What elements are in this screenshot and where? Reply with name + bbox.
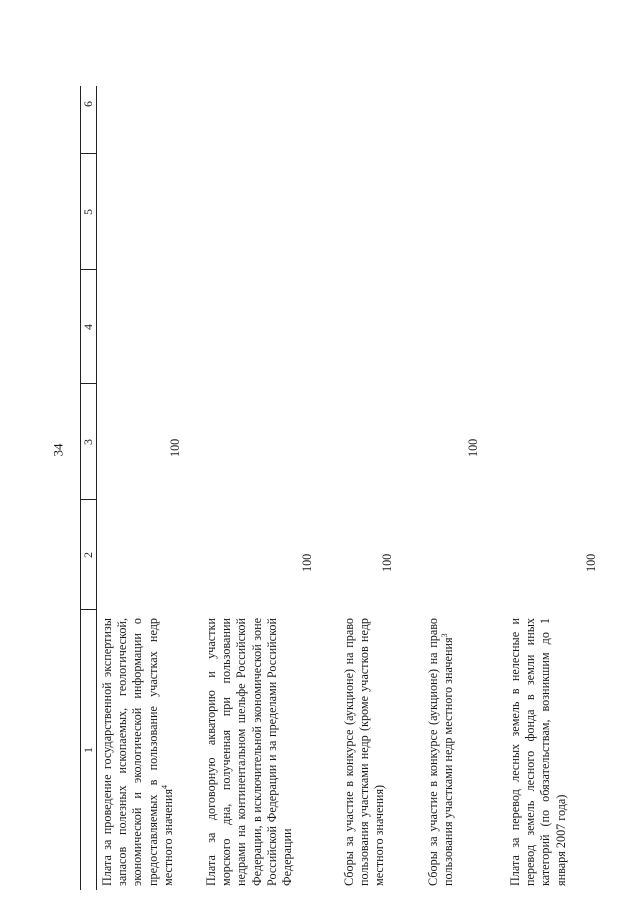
table-cell-value: 100 <box>466 438 480 457</box>
table-cell-value: 100 <box>380 553 394 572</box>
table-cell-value: 100 <box>584 553 598 572</box>
fee-table <box>80 70 620 890</box>
table-row-description: Сборы за участие в конкурсе (аукционе) на право пользования участками недр (кроме участков недр местного значения) <box>342 618 387 886</box>
table-cell-value: 100 <box>300 553 314 572</box>
table-cell-value: 100 <box>168 438 182 457</box>
table-row-description: Плата за договорную акваторию и участки морского дна, полученная при пользовании недрами на континентальном шельфе Российской Федерации, в исключительной экономической зоне Российской Федерации и за пределами Российской Федерации <box>204 618 295 886</box>
page-number: 34 <box>50 443 66 457</box>
column-divider <box>80 383 96 384</box>
table-row-description: Плата за проведение государственной экспертизы запасов полезных ископаемых, геологической, экономической и экологической информации о предоставляемых в пользование участках недр местного значения$^4$ <box>100 618 175 886</box>
column-divider <box>80 499 96 500</box>
column-divider <box>80 153 96 154</box>
column-header-4: 4 <box>81 324 95 330</box>
column-header-2: 2 <box>81 552 95 558</box>
column-divider <box>80 269 96 270</box>
column-header-1: 1 <box>81 747 95 753</box>
column-header-5: 5 <box>81 209 95 215</box>
column-divider <box>80 609 96 610</box>
table-header-border <box>96 86 97 890</box>
table-row-description: Плата за перевод лесных земель в нелесные и перевод земель лесного фонда в земли иных категорий (по обязательствам, возникшим до 1 января 2007 года) <box>508 618 568 886</box>
column-header-3: 3 <box>81 439 95 445</box>
column-header-6: 6 <box>81 101 95 107</box>
table-row-description: Сборы за участие в конкурсе (аукционе) на право пользования участками недр местного значения$^3$ <box>426 618 456 886</box>
